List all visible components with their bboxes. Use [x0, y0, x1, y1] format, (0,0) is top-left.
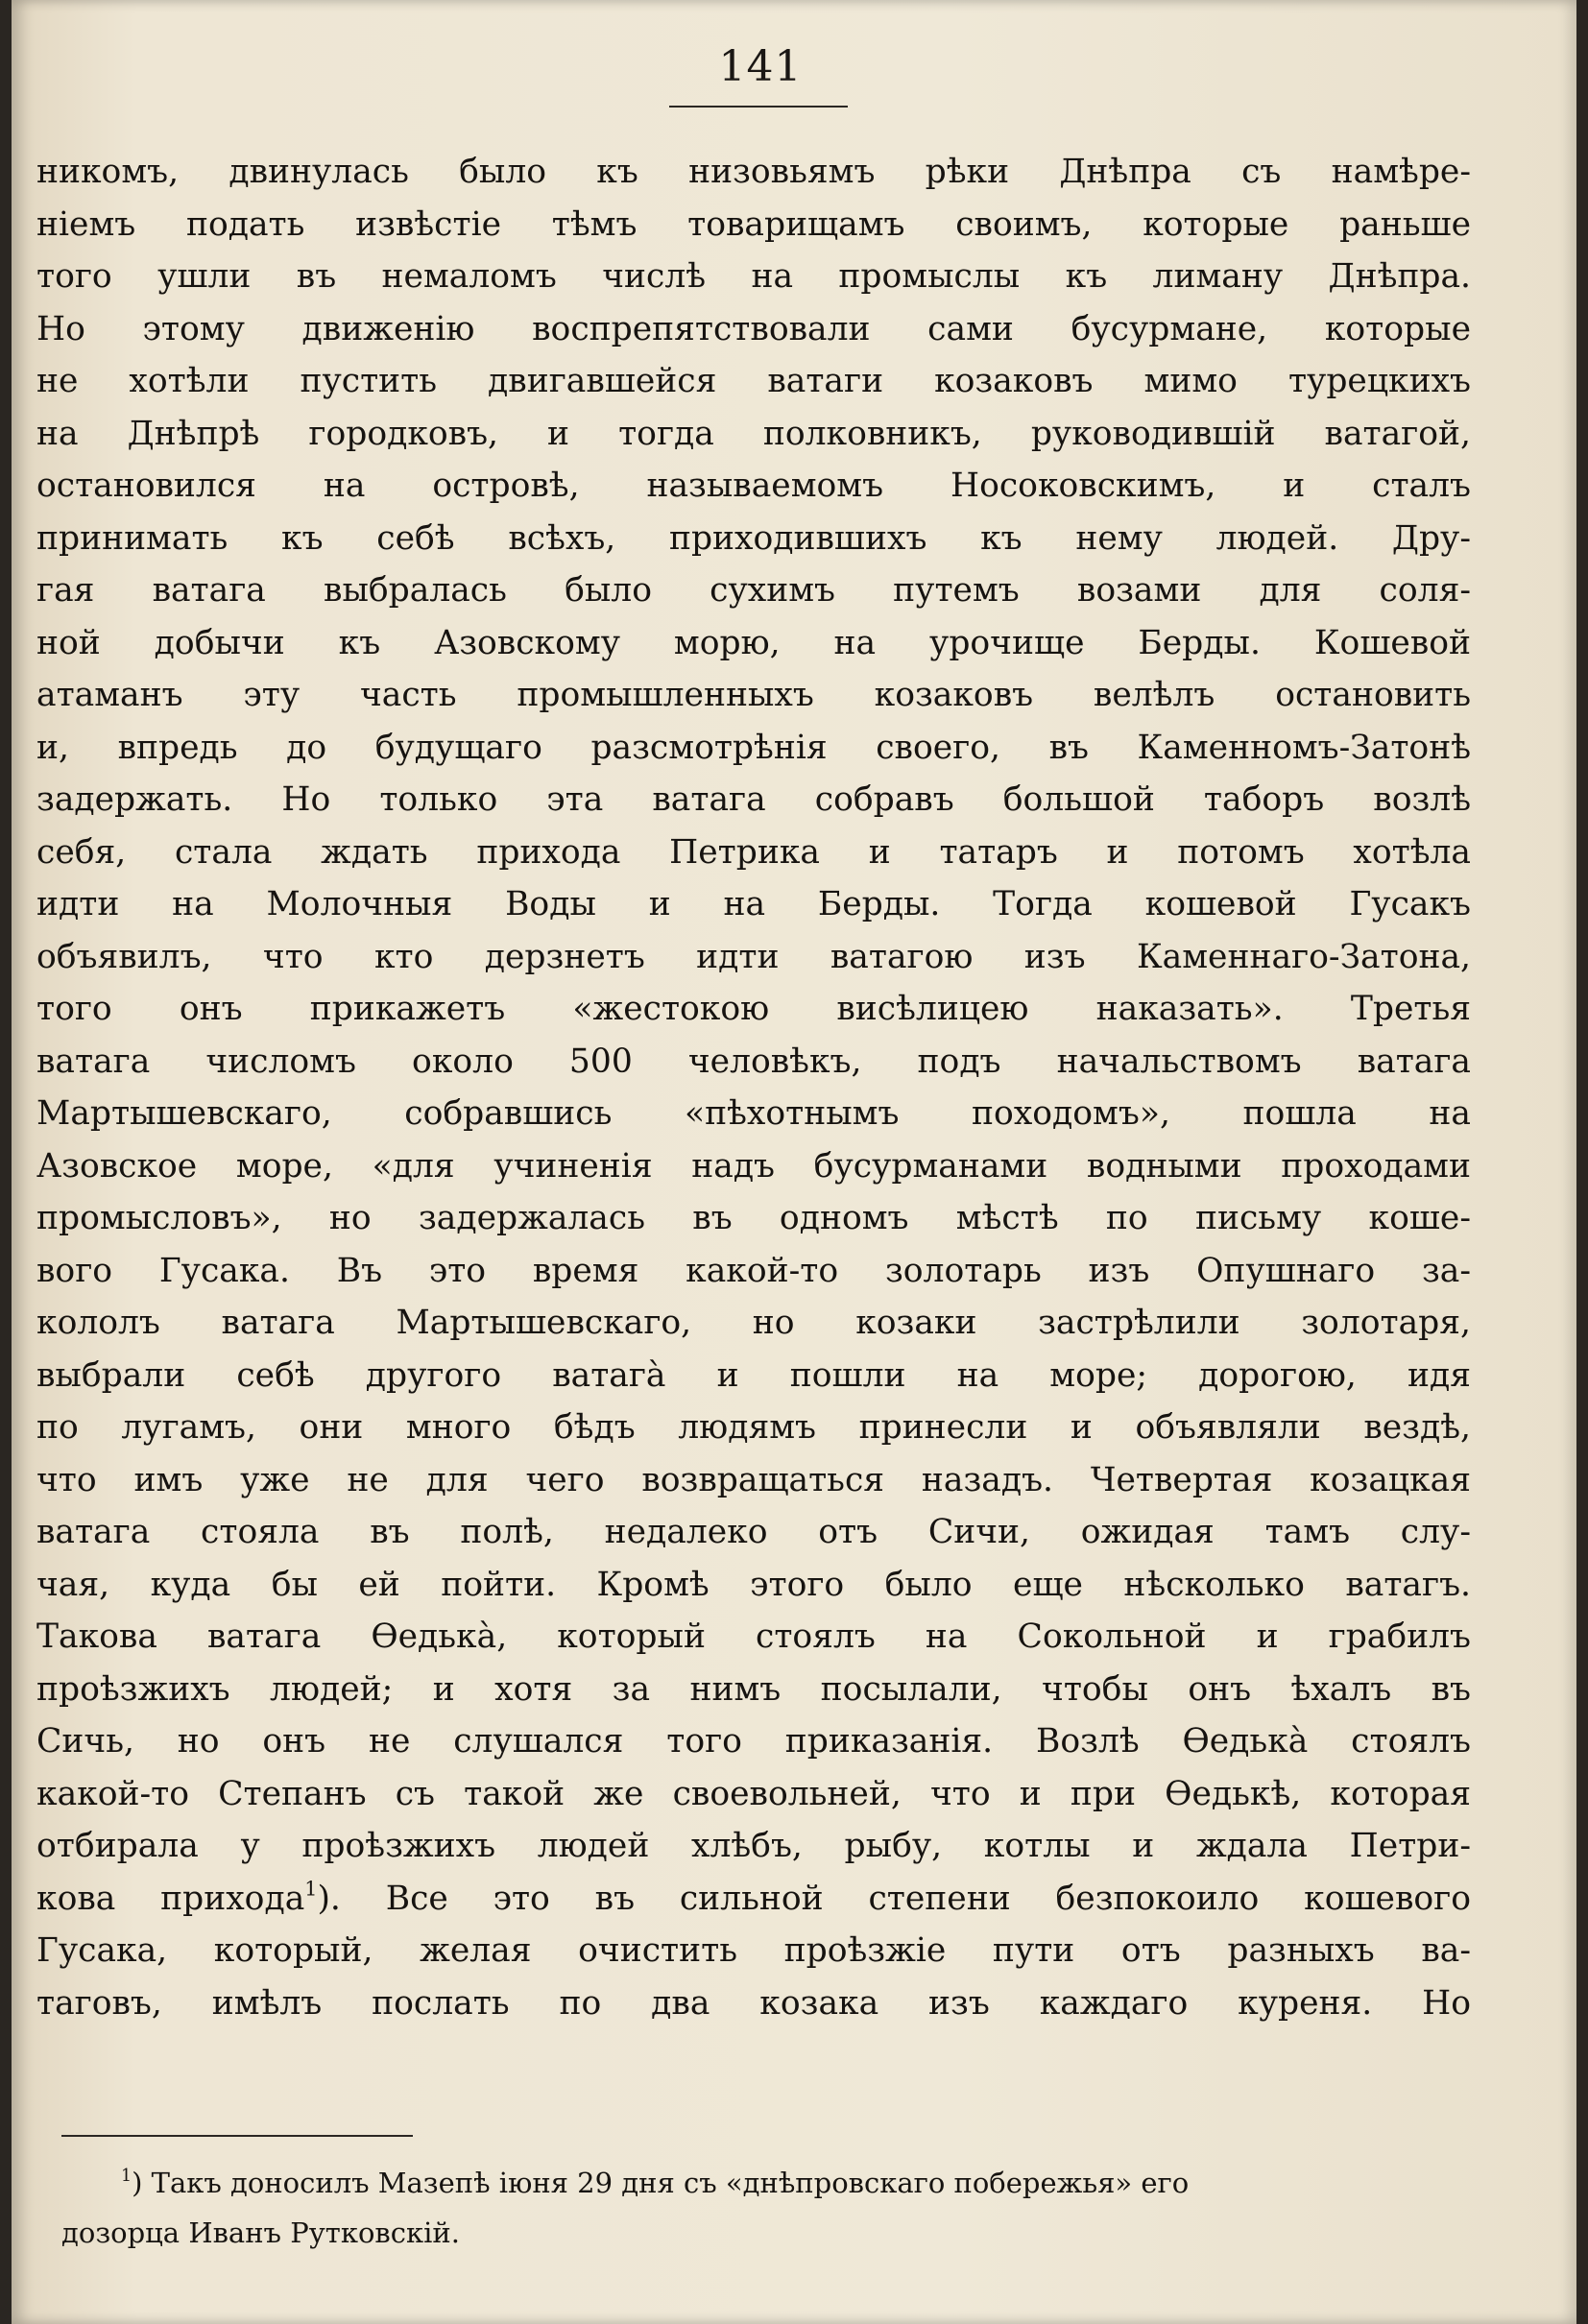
- text-line-15: идти на Молочныя Воды и на Берды. Тогда кошевой Гусакъ: [36, 885, 1471, 923]
- text-line-35: Гусака, который, желая очистить проѣзжіе пути отъ разныхъ ва-: [36, 1931, 1471, 1970]
- text-line-9: гая ватага выбралась было сухимъ путемъ возами для соля-: [36, 571, 1471, 610]
- text-line-11: атаманъ эту часть промышленныхъ козаковъ велѣлъ остановить: [36, 676, 1471, 714]
- text-line-30: проѣзжихъ людей; и хотя за нимъ посылали, чтобы онъ ѣхалъ въ: [36, 1669, 1471, 1709]
- text-line-22: вого Гусака. Въ это время какой-то золотарь изъ Опушнаго за-: [36, 1251, 1471, 1290]
- text-line-20: Азовское море, «для учиненія надъ бусурманами водными проходами: [36, 1146, 1471, 1186]
- footnote-rule: [61, 2135, 413, 2137]
- body-text: [36, 146, 1471, 2029]
- text-line-1: никомъ, двинулась было къ низовьямъ рѣки Днѣпра съ намѣре-: [36, 153, 1471, 191]
- footnote-line-1: [61, 2158, 1492, 2208]
- text-line-19: Мартышевскаго, собравшись «пѣхотнымъ походомъ», пошла на: [36, 1094, 1471, 1133]
- page-number: 141: [718, 42, 803, 91]
- text-line-14: себя, стала ждать прихода Петрика и татаръ и потомъ хотѣла: [36, 832, 1471, 872]
- text-line-5: не хотѣли пустить двигавшейся ватаги козаковъ мимо турецкихъ: [36, 362, 1471, 400]
- text-line-10: ной добычи къ Азовскому морю, на урочище Берды. Кошевой: [36, 623, 1471, 662]
- text-line-23: кололъ ватага Мартышевскаго, но козаки застрѣлили золотаря,: [36, 1304, 1471, 1342]
- text-line-7: остановился на островѣ, называемомъ Носоковскимъ, и сталъ: [36, 467, 1471, 505]
- footnote: [61, 2158, 1492, 2258]
- text-line-33: отбирала у проѣзжихъ людей хлѣбъ, рыбу, котлы и ждала Петри-: [36, 1827, 1471, 1865]
- text-line-3: того ушли въ немаломъ числѣ на промыслы къ лиману Днѣпра.: [36, 257, 1471, 296]
- footnote-line-2: дозорца Иванъ Рутковскій.: [61, 2216, 460, 2249]
- text-line-26: что имъ уже не для чего возвращаться назадъ. Четвертая козацкая: [36, 1460, 1471, 1499]
- text-line-34: [36, 1873, 1471, 1926]
- text-line-13: задержать. Но только эта ватага собравъ большой таборъ возлѣ: [36, 780, 1471, 819]
- text-line-31: Сичь, но онъ не слушался того приказанія. Возлѣ Ѳедькà стоялъ: [36, 1722, 1471, 1761]
- text-line-29: Такова ватага Ѳедькà, который стоялъ на Сокольной и грабилъ: [36, 1617, 1471, 1656]
- text-line-32: какой-то Степанъ съ такой же своевольней, что и при Ѳедькѣ, которая: [36, 1774, 1471, 1813]
- text-line-28: чая, куда бы ей пойти. Кромѣ этого было еще нѣсколько ватагъ.: [36, 1565, 1471, 1604]
- text-line-17: того онъ прикажетъ «жестокою висѣлицею наказать». Третья: [36, 990, 1471, 1028]
- text-line-4: Но этому движенію воспрепятствовали сами бусурмане, которые: [36, 309, 1471, 348]
- footnote-reference: 1: [304, 1877, 318, 1901]
- text-line-8: принимать къ себѣ всѣхъ, приходившихъ къ нему людей. Дру-: [36, 518, 1471, 558]
- text-line-36: таговъ, имѣлъ послать по два козака изъ каждаго куреня. Но: [36, 1983, 1471, 2023]
- text-line-6: на Днѣпрѣ городковъ, и тогда полковникъ, руководившій ватагой,: [36, 414, 1471, 453]
- text-line-12: и, впредь до будущаго разсмотрѣнія своего, въ Каменномъ-Затонѣ: [36, 728, 1471, 767]
- text-line-27: ватага стояла въ полѣ, недалеко отъ Сичи, ожидая тамъ слу-: [36, 1513, 1471, 1551]
- text-line-25: по лугамъ, они много бѣдъ людямъ принесли и объявляли вездѣ,: [36, 1408, 1471, 1447]
- text-line-16: объявилъ, что кто дерзнетъ идти ватагою изъ Каменнаго-Затона,: [36, 937, 1471, 976]
- text-line-34-start: кова прихода: [36, 1879, 305, 1918]
- footnote-text-1: ) Такъ доносилъ Мазепѣ іюня 29 дня съ «днѣпровскаго побережья» его: [132, 2167, 1190, 2199]
- footnote-marker: 1: [121, 2166, 132, 2186]
- header-rule: [669, 106, 848, 108]
- book-page: [12, 0, 1576, 2324]
- text-line-34-end: ). Все это въ сильной степени безпокоило кошевого: [317, 1879, 1471, 1918]
- text-line-21: промысловъ», но задержалась въ одномъ мѣстѣ по письму коше-: [36, 1199, 1471, 1237]
- text-line-2: ніемъ подать извѣстіе тѣмъ товарищамъ своимъ, которые раньше: [36, 204, 1471, 244]
- text-line-24: выбрали себѣ другого ватагà и пошли на море; дорогою, идя: [36, 1355, 1471, 1395]
- text-line-18: ватага числомъ около 500 человѣкъ, подъ начальствомъ ватага: [36, 1042, 1471, 1081]
